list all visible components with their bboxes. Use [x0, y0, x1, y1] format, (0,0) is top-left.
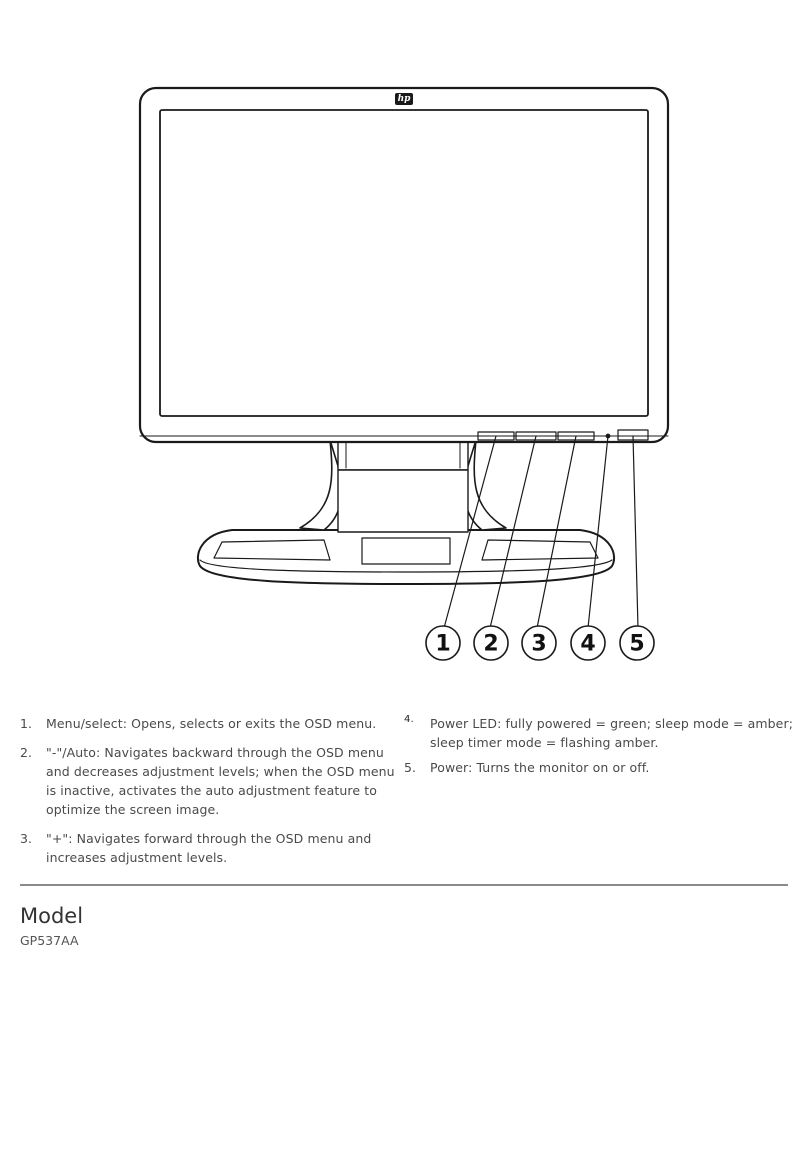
- feature-item-number: 4.: [404, 714, 414, 725]
- callout-1-label: 1: [435, 631, 451, 657]
- feature-item-power: [404, 758, 799, 777]
- feature-item-plus: [20, 829, 405, 867]
- feature-list-right: [404, 714, 799, 783]
- feature-item-number: 1.: [20, 716, 33, 731]
- feature-item-number: 2.: [20, 745, 33, 760]
- model-heading: Model: [20, 904, 84, 928]
- callout-2-label: 2: [483, 631, 499, 657]
- feature-item-minus-auto: [20, 743, 405, 819]
- feature-item-number: 5.: [404, 760, 417, 775]
- feature-item-text: Power: Turns the monitor on or off.: [430, 760, 650, 775]
- hp-logo-text: hp: [397, 94, 411, 104]
- hp-logo: [395, 93, 413, 105]
- feature-item-power-led: [404, 714, 799, 752]
- feature-item-text: "+": Navigates forward through the OSD menu and increases adjustment levels.: [46, 831, 372, 865]
- feature-item-menu-select: [20, 714, 405, 733]
- feature-list-left: [20, 714, 405, 877]
- monitor-neck: [300, 440, 506, 532]
- monitor-bezel: [140, 88, 668, 442]
- feature-item-text: Menu/select: Opens, selects or exits the OSD menu.: [46, 716, 377, 731]
- callout-4-label: 4: [580, 631, 596, 657]
- section-divider: [20, 884, 788, 886]
- feature-item-text: Power LED: fully powered = green; sleep mode = amber; sleep timer mode = flashing amber.: [430, 716, 794, 750]
- feature-item-number: 3.: [20, 831, 33, 846]
- callout-3-label: 3: [531, 631, 547, 657]
- callout-5-label: 5: [629, 631, 645, 657]
- model-number: GP537AA: [20, 933, 79, 948]
- feature-item-text: "-"/Auto: Navigates backward through the OSD menu and decreases adjustment levels; when the OSD menu is inactive, activates the auto adjustment feature to optimize the screen image.: [46, 745, 395, 817]
